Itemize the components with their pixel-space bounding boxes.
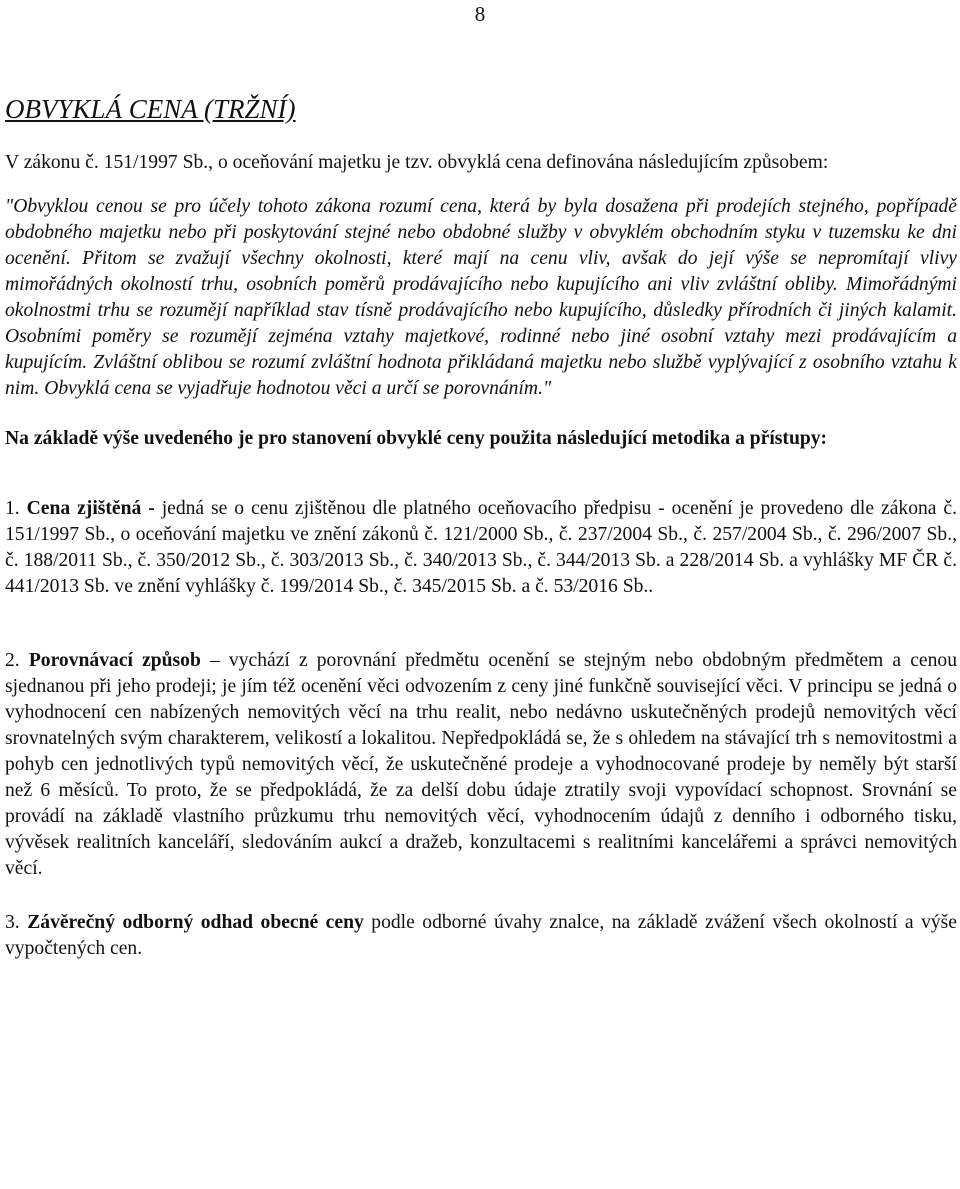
- methodology-statement: Na základě výše uvedeného je pro stanovení obvyklé ceny použita následující metodika a přístupy:: [5, 428, 828, 449]
- quote-sentence: Obvyklá cena se vyjadřuje hodnotou věci a určí se porovnáním.": [39, 378, 552, 399]
- quote-sentence: Zvláštní oblibou se rozumí zvláštní hodnota přikládaná majetku nebo službě vyplývající z osobního vztahu k nim.: [5, 352, 957, 399]
- list-item-porovnavaci-zpusob: [5, 648, 957, 882]
- item-text: jedná se o cenu zjištěnou dle platného oceňovacího předpisu - ocenění je provedeno dle zákona č. 151/1997 Sb., o oceňování majetku ve znění zákonů č. 121/2000 Sb., č. 237/2004 Sb., č. 257/2004 Sb., č. 296/2007 Sb., č. 188/2011 Sb., č. 350/2012 Sb., č. 303/2013 Sb., č. 340/2013 Sb., č. 344/2013 Sb. a 228/2014 Sb. a vyhlášky MF ČR č. 441/2013 Sb. ve znění vyhlášky č. 199/2014 Sb., č. 345/2015 Sb. a č. 53/2016 Sb..: [5, 498, 957, 597]
- quote-sentence: Mimořádnými okolnostmi trhu se rozumějí například stav tísně prodávajícího nebo kupujícího, důsledky přírodních či jiných kalamit. Osobními poměry se rozumějí zejména vztahy majetkové, rodinné nebo jiné osobní vztahy mezi prodávajícím a kupujícím.: [5, 274, 957, 373]
- item-text: podle odborné úvahy znalce, na základě zvážení všech okolností a výše vypočtených cen.: [5, 912, 957, 959]
- quote-sentence: "Obvyklou cenou se pro účely tohoto zákona rozumí cena, která by byla dosažena při prodejích stejného, popřípadě obdobného majetku nebo při poskytování stejné nebo obdobné služby v obvyklém obchodním styku v tuzemsku ke dni ocenění.: [5, 196, 957, 269]
- item-heading: Závěrečný odborný odhad obecné ceny: [27, 912, 364, 933]
- item-number: 2.: [5, 650, 20, 671]
- item-text: – vychází z porovnání předmětu ocenění se stejným nebo obdobným předmětem a cenou sjednanou při jeho prodeji; je jím též ocenění věci odvozením z ceny jiné funkčně související věci. V principu se jedná o vyhodnocení cen nabízených nemovitých věcí na trhu realit, nebo nedávno uskutečněných prodejů nemovitých věcí srovnatelných svým charakterem, velikostí a lokalitou. Nepředpokládá se, že s ohledem na stávající trh s nemovitostmi a pohyb cen jednotlivých typů nemovitých věcí, že uskutečněné prodeje a vyhodnocované prodeje by neměly být starší než 6 měsíců. To proto, že se předpokládá, že za delší dobu údaje ztratily svoji vypovídací schopnost. Srovnání se provádí na základě vlastního průzkumu trhu nemovitých věcí, vyhodnocením údajů z denního i odborného tisku, vývěsek realitních kanceláří, sledováním aukcí a dražeb, konzultacemi s realitními kancelářemi a správci nemovitých věcí.: [5, 650, 958, 879]
- document-body: [5, 92, 957, 962]
- section-title: OBVYKLÁ CENA (TRŽNÍ): [5, 94, 296, 124]
- item-heading: Cena zjištěná -: [26, 498, 155, 519]
- list-item-zaverecny-odhad: [5, 910, 957, 962]
- list-item-cena-zjistena: [5, 496, 957, 600]
- page-number: 8: [474, 2, 486, 26]
- item-number: 3.: [5, 912, 20, 933]
- item-number: 1.: [5, 498, 20, 519]
- law-quote-paragraph: [5, 194, 957, 402]
- item-heading: Porovnávací způsob: [28, 650, 201, 671]
- intro-paragraph: V zákonu č. 151/1997 Sb., o oceňování majetku je tzv. obvyklá cena definována následujícím způsobem:: [5, 152, 829, 173]
- quote-sentence: Přitom se zvažují všechny okolnosti, které mají na cenu vliv, avšak do její výše se nepromítají vlivy mimořádných okolností trhu, osobních poměrů prodávajícího nebo kupujícího ani vliv zvláštní obliby.: [5, 248, 957, 295]
